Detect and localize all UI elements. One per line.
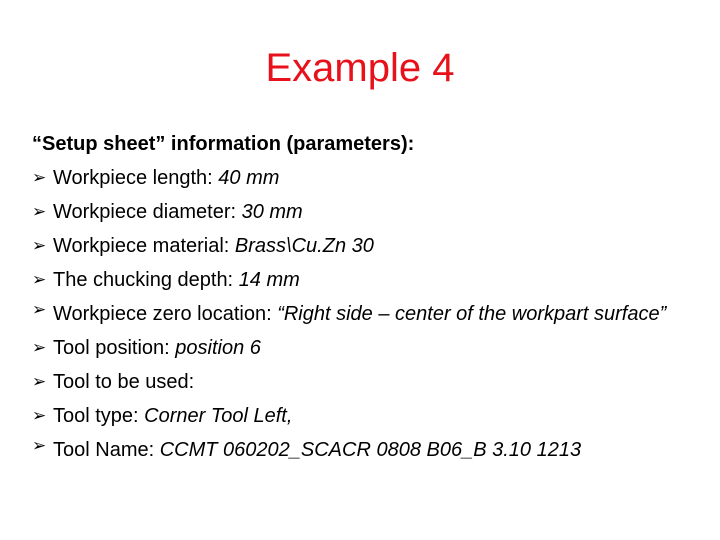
item-value: Brass\Cu.Zn 30: [234, 235, 374, 257]
item-label: Workpiece diameter:: [53, 201, 242, 223]
item-value: “Right side – center of the workpart surface”: [277, 303, 667, 325]
section-heading: “Setup sheet” information (parameters):: [32, 133, 415, 155]
list-item: [32, 229, 692, 263]
arrow-bullet-icon: ➢: [32, 202, 47, 222]
arrow-bullet-icon: ➢: [32, 436, 47, 456]
list-item: [32, 399, 692, 433]
list-item: [32, 297, 692, 331]
item-label: Workpiece material:: [53, 235, 235, 257]
slide-content: [32, 127, 692, 467]
list-item: [32, 365, 692, 399]
list-item: [32, 433, 692, 467]
arrow-bullet-icon: ➢: [32, 270, 47, 290]
item-label: Tool type:: [53, 405, 145, 427]
item-label: The chucking depth:: [53, 269, 239, 291]
list-item: [32, 195, 692, 229]
item-label: Tool Name:: [53, 439, 160, 461]
arrow-bullet-icon: ➢: [32, 168, 47, 188]
item-value: position 6: [175, 337, 261, 359]
arrow-bullet-icon: ➢: [32, 236, 47, 256]
arrow-bullet-icon: ➢: [32, 300, 47, 320]
list-item: [32, 331, 692, 365]
parameter-list: [32, 161, 692, 467]
item-value: Corner Tool Left,: [144, 405, 293, 427]
item-value: CCMT 060202_SCACR 0808 B06_B 3.10 1213: [159, 439, 582, 461]
list-item: [32, 161, 692, 195]
item-value: 40 mm: [218, 167, 280, 189]
item-value: 14 mm: [238, 269, 300, 291]
item-label: Tool position:: [53, 337, 176, 359]
arrow-bullet-icon: ➢: [32, 338, 47, 358]
arrow-bullet-icon: ➢: [32, 406, 47, 426]
item-label: Tool to be used:: [53, 371, 195, 393]
list-item: [32, 263, 692, 297]
item-value: 30 mm: [241, 201, 303, 223]
item-label: Workpiece zero location:: [53, 303, 278, 325]
arrow-bullet-icon: ➢: [32, 372, 47, 392]
slide-title: Example 4: [265, 46, 455, 90]
item-label: Workpiece length:: [53, 167, 219, 189]
